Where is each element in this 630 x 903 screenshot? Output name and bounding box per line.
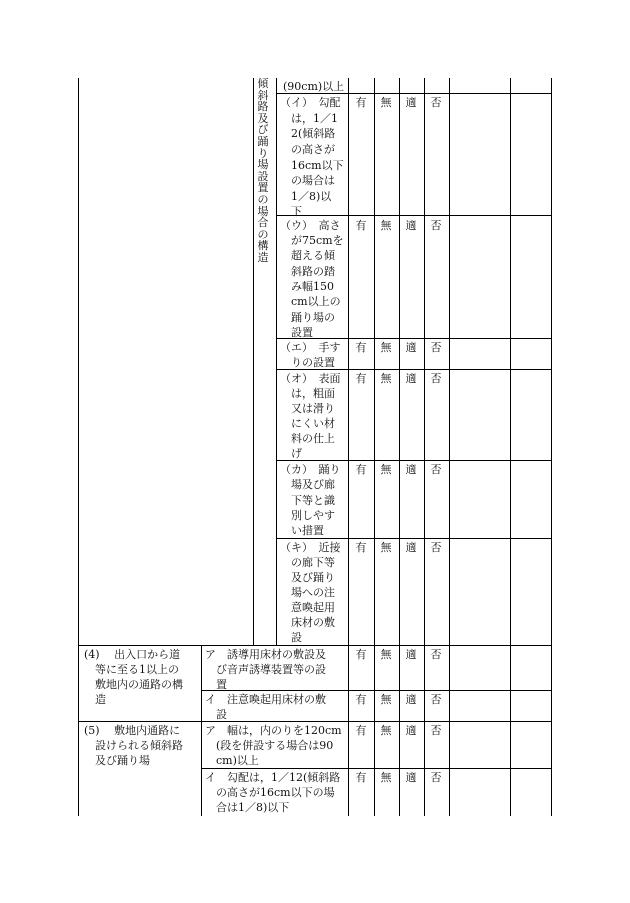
item-text-line: 踊り場の	[280, 311, 335, 324]
row-divider	[78, 645, 551, 646]
mark-noncompliant[interactable]: 否	[430, 541, 442, 554]
item-text-line: げ	[280, 447, 302, 460]
table-divider	[510, 78, 511, 816]
item-text-line: (段を併設する場合は90	[205, 739, 334, 752]
table-border-right	[551, 78, 552, 816]
item-text-line: ア 幅は，内のりを120cm	[205, 724, 342, 737]
mark-compliant[interactable]: 適	[405, 219, 417, 232]
table-border-left	[78, 78, 79, 816]
mark-no[interactable]: 無	[380, 771, 392, 784]
item-text-line: 意喚起用	[280, 601, 335, 614]
table-divider	[348, 78, 349, 816]
table-divider	[276, 78, 277, 645]
mark-yes[interactable]: 有	[355, 648, 367, 661]
item-text-line: 16cm以下	[280, 159, 344, 172]
item-text-line: 又は滑り	[280, 402, 335, 415]
row-divider	[276, 460, 551, 461]
mark-compliant[interactable]: 適	[405, 96, 417, 109]
section-heading-vertical: 傾斜路及び踊り場設置の場合の構造	[257, 77, 269, 264]
mark-no[interactable]: 無	[380, 219, 392, 232]
mark-compliant[interactable]: 適	[405, 693, 417, 706]
mark-yes[interactable]: 有	[355, 219, 367, 232]
item-text-line: が75cmを	[280, 234, 344, 247]
mark-yes[interactable]: 有	[355, 463, 367, 476]
mark-noncompliant[interactable]: 否	[430, 341, 442, 354]
item-text-line: にくい材	[280, 417, 335, 430]
item-text-line: 料の仕上	[280, 432, 335, 445]
item-text-line: 設	[205, 708, 227, 721]
mark-compliant[interactable]: 適	[405, 541, 417, 554]
section-5-heading-line: 及び踊り場	[84, 754, 150, 767]
item-text-line: 1／8)以	[280, 190, 332, 203]
item-text-line: 超える傾	[280, 249, 335, 262]
item-text-line: 合は1／8)以下	[205, 801, 290, 814]
item-text-line: 置	[205, 678, 227, 691]
item-text-line: は，1／1	[280, 112, 338, 125]
table-divider	[253, 78, 254, 645]
item-text-line: 2(傾斜路	[280, 127, 336, 140]
item-text-line: 別しやす	[280, 509, 335, 522]
mark-yes[interactable]: 有	[355, 771, 367, 784]
mark-no[interactable]: 無	[380, 541, 392, 554]
section-4-heading-line: 敷地内の通路の構	[84, 678, 183, 691]
mark-compliant[interactable]: 適	[405, 648, 417, 661]
item-text-line: の高さが16cm以下の場	[205, 786, 335, 799]
item-text-line: は，粗面	[280, 387, 335, 400]
mark-no[interactable]: 無	[380, 372, 392, 385]
row-divider	[276, 338, 551, 339]
item-text-line: 場への注	[280, 586, 335, 599]
section-4-heading-line: (4) 出入口から道	[84, 648, 181, 661]
mark-yes[interactable]: 有	[355, 96, 367, 109]
mark-noncompliant[interactable]: 否	[430, 648, 442, 661]
mark-yes[interactable]: 有	[355, 693, 367, 706]
section-4-heading-line: 等に至る1以上の	[84, 663, 179, 676]
item-text-line: （キ） 近接	[280, 541, 341, 554]
item-text-line: の高さが	[280, 143, 335, 156]
item-text-line: (90cm)以上	[283, 80, 345, 93]
table-divider	[201, 645, 202, 816]
mark-compliant[interactable]: 適	[405, 341, 417, 354]
mark-yes[interactable]: 有	[355, 541, 367, 554]
mark-compliant[interactable]: 適	[405, 372, 417, 385]
item-text-line: 床材の敷	[280, 616, 335, 629]
mark-compliant[interactable]: 適	[405, 771, 417, 784]
mark-noncompliant[interactable]: 否	[430, 771, 442, 784]
item-text-line: イ 注意喚起用床材の敷	[205, 693, 326, 706]
item-text-line: 場及び廊	[280, 478, 335, 491]
section-5-heading-line: 設けられる傾斜路	[84, 739, 183, 752]
section-4-heading-line: 造	[84, 693, 106, 706]
item-text-line: び音声誘導装置等の設	[205, 663, 326, 676]
mark-no[interactable]: 無	[380, 648, 392, 661]
item-text-line: （ウ） 高さ	[280, 219, 341, 232]
mark-compliant[interactable]: 適	[405, 463, 417, 476]
row-divider	[276, 215, 551, 216]
item-text-line: （エ） 手す	[280, 341, 341, 354]
mark-yes[interactable]: 有	[355, 372, 367, 385]
item-text-line: 下等と識	[280, 494, 335, 507]
item-text-line: の場合は	[280, 174, 335, 187]
mark-noncompliant[interactable]: 否	[430, 372, 442, 385]
item-text-line: 及び踊り	[280, 571, 335, 584]
item-text-line: の廊下等	[280, 556, 335, 569]
table-divider	[449, 78, 450, 816]
item-text-line: （カ） 踊り	[280, 463, 341, 476]
row-divider	[78, 721, 551, 722]
mark-yes[interactable]: 有	[355, 724, 367, 737]
item-text-line: 設	[280, 631, 302, 644]
item-text-line: 下	[280, 205, 302, 218]
mark-no[interactable]: 無	[380, 96, 392, 109]
mark-no[interactable]: 無	[380, 463, 392, 476]
item-text-line: りの設置	[280, 356, 335, 369]
mark-noncompliant[interactable]: 否	[430, 463, 442, 476]
row-divider	[201, 690, 551, 691]
mark-noncompliant[interactable]: 否	[430, 96, 442, 109]
mark-noncompliant[interactable]: 否	[430, 724, 442, 737]
item-text-line: ア 誘導用床材の敷設及	[205, 648, 326, 661]
item-text-line: cm)以上	[205, 754, 259, 767]
section-5-heading-line: (5) 敷地内通路に	[84, 724, 181, 737]
item-text-line: 斜路の踏	[280, 265, 335, 278]
item-text-line: （オ） 表面	[280, 372, 341, 385]
mark-compliant[interactable]: 適	[405, 724, 417, 737]
mark-no[interactable]: 無	[380, 724, 392, 737]
item-text-line: 設置	[280, 326, 313, 339]
mark-yes[interactable]: 有	[355, 341, 367, 354]
item-text-line: cm以上の	[280, 295, 341, 308]
mark-no[interactable]: 無	[380, 341, 392, 354]
mark-noncompliant[interactable]: 否	[430, 693, 442, 706]
mark-no[interactable]: 無	[380, 693, 392, 706]
mark-noncompliant[interactable]: 否	[430, 219, 442, 232]
item-text-line: い措置	[280, 524, 324, 537]
item-text-line: イ 勾配は，1／12(傾斜路	[205, 771, 341, 784]
item-text-line: （イ） 勾配	[280, 96, 341, 109]
item-text-line: み幅150	[280, 280, 334, 293]
